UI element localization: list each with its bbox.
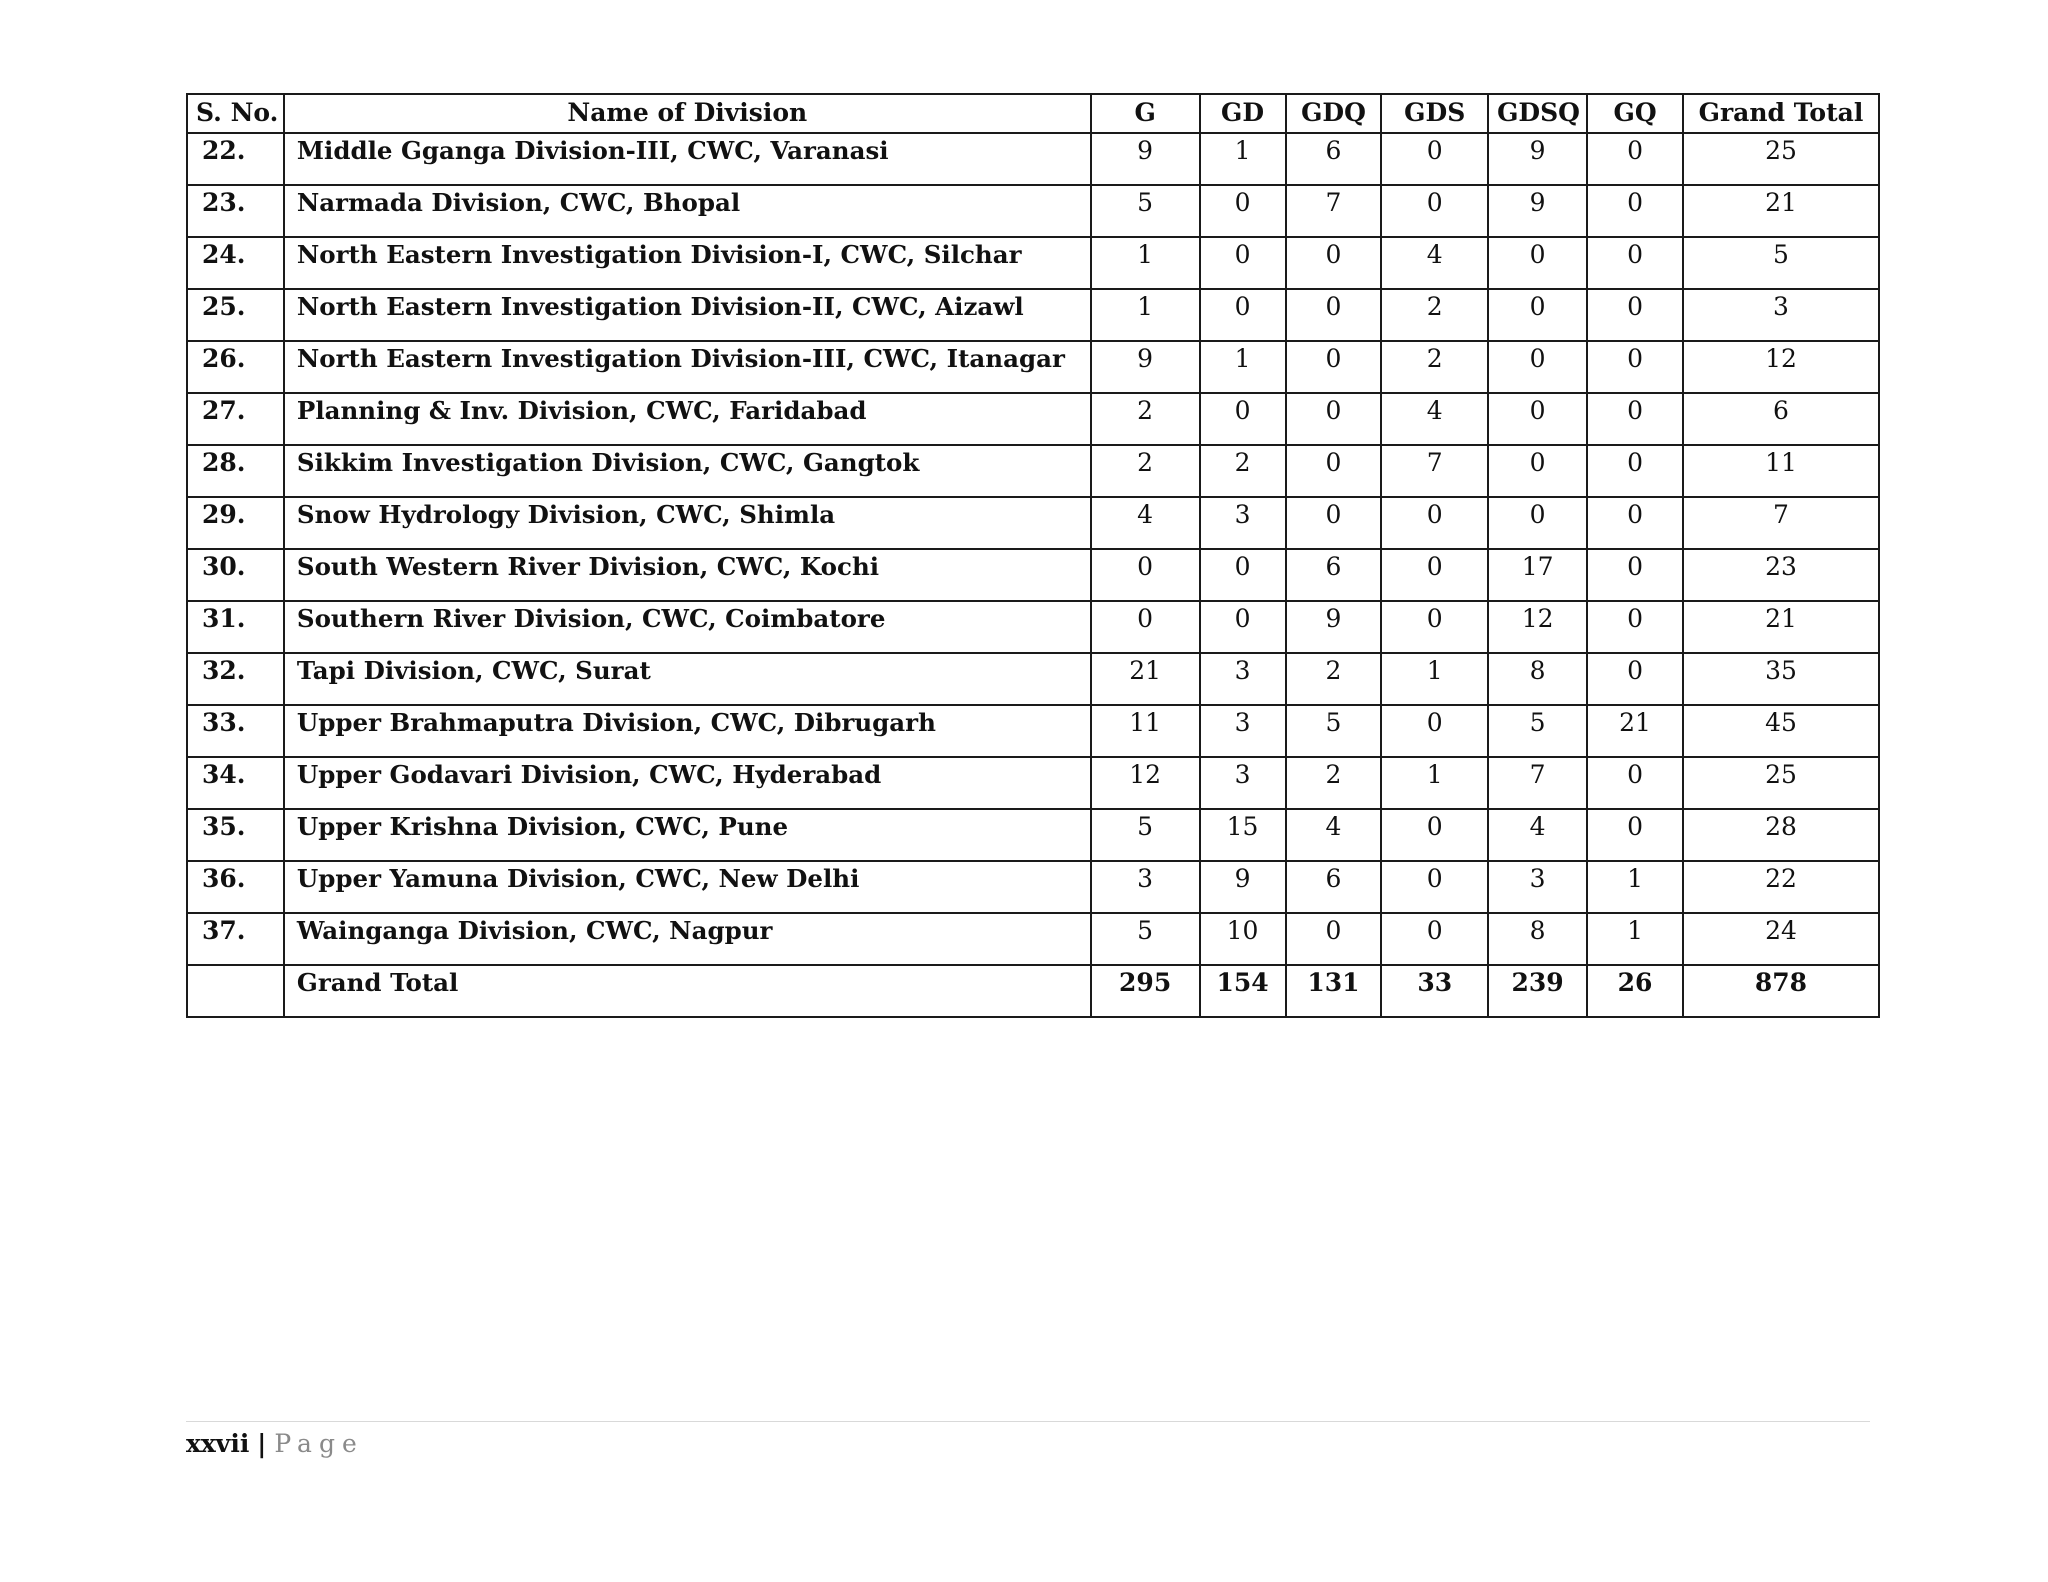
g-value-cell: 21 (1091, 653, 1200, 705)
total-value-cell: 22 (1683, 861, 1879, 913)
gq-value-cell: 0 (1587, 393, 1683, 445)
g-value-cell: 5 (1091, 809, 1200, 861)
table-row (187, 809, 1879, 861)
g-value-cell: 1 (1091, 289, 1200, 341)
serial-number-cell: 31. (187, 601, 284, 653)
table-row (187, 549, 1879, 601)
gq-value-cell: 0 (1587, 809, 1683, 861)
gq-value-cell: 21 (1587, 705, 1683, 757)
gd-value-cell: 0 (1200, 237, 1286, 289)
total-value-cell: 878 (1683, 965, 1879, 1017)
table-row (187, 861, 1879, 913)
g-value-cell: 295 (1091, 965, 1200, 1017)
division-name-cell: Snow Hydrology Division, CWC, Shimla (284, 497, 1091, 549)
page-footer (186, 1428, 364, 1460)
gds-value-cell: 4 (1381, 393, 1488, 445)
table-row (187, 913, 1879, 965)
header-gdq: GDQ (1286, 94, 1382, 133)
division-name-cell: Sikkim Investigation Division, CWC, Gangtok (284, 445, 1091, 497)
division-name-cell: Tapi Division, CWC, Surat (284, 653, 1091, 705)
total-value-cell: 24 (1683, 913, 1879, 965)
gdsq-value-cell: 7 (1488, 757, 1587, 809)
serial-number-cell: 32. (187, 653, 284, 705)
serial-number-cell: 28. (187, 445, 284, 497)
serial-number-cell: 27. (187, 393, 284, 445)
gdq-value-cell: 9 (1286, 601, 1382, 653)
total-value-cell: 35 (1683, 653, 1879, 705)
serial-number-cell: 35. (187, 809, 284, 861)
gd-value-cell: 154 (1200, 965, 1286, 1017)
gdsq-value-cell: 239 (1488, 965, 1587, 1017)
gq-value-cell: 0 (1587, 757, 1683, 809)
gdsq-value-cell: 4 (1488, 809, 1587, 861)
g-value-cell: 5 (1091, 185, 1200, 237)
header-row (187, 94, 1879, 133)
gdq-value-cell: 7 (1286, 185, 1382, 237)
table-row (187, 757, 1879, 809)
table-row (187, 289, 1879, 341)
table-row (187, 185, 1879, 237)
table-row (187, 497, 1879, 549)
gdsq-value-cell: 9 (1488, 133, 1587, 185)
table-row (187, 445, 1879, 497)
total-value-cell: 21 (1683, 601, 1879, 653)
division-name-cell: Planning & Inv. Division, CWC, Faridabad (284, 393, 1091, 445)
total-value-cell: 25 (1683, 757, 1879, 809)
g-value-cell: 5 (1091, 913, 1200, 965)
total-value-cell: 45 (1683, 705, 1879, 757)
gdq-value-cell: 5 (1286, 705, 1382, 757)
g-value-cell: 1 (1091, 237, 1200, 289)
gq-value-cell: 1 (1587, 913, 1683, 965)
gdq-value-cell: 2 (1286, 653, 1382, 705)
gq-value-cell: 0 (1587, 601, 1683, 653)
gd-value-cell: 3 (1200, 705, 1286, 757)
gds-value-cell: 0 (1381, 809, 1488, 861)
gd-value-cell: 1 (1200, 341, 1286, 393)
division-name-cell: Middle Gganga Division-III, CWC, Varanasi (284, 133, 1091, 185)
gdsq-value-cell: 5 (1488, 705, 1587, 757)
serial-number-cell: 23. (187, 185, 284, 237)
gdsq-value-cell: 0 (1488, 289, 1587, 341)
gdq-value-cell: 2 (1286, 757, 1382, 809)
gdsq-value-cell: 3 (1488, 861, 1587, 913)
gds-value-cell: 0 (1381, 913, 1488, 965)
total-value-cell: 3 (1683, 289, 1879, 341)
serial-number-cell (187, 965, 284, 1017)
page-label: Page (274, 1429, 364, 1458)
gdsq-value-cell: 0 (1488, 393, 1587, 445)
gds-value-cell: 0 (1381, 549, 1488, 601)
gd-value-cell: 0 (1200, 289, 1286, 341)
g-value-cell: 2 (1091, 393, 1200, 445)
total-value-cell: 11 (1683, 445, 1879, 497)
grand-total-row (187, 965, 1879, 1017)
serial-number-cell: 30. (187, 549, 284, 601)
gds-value-cell: 1 (1381, 653, 1488, 705)
gds-value-cell: 0 (1381, 601, 1488, 653)
division-name-cell: North Eastern Investigation Division-I, CWC, Silchar (284, 237, 1091, 289)
g-value-cell: 9 (1091, 133, 1200, 185)
gds-value-cell: 7 (1381, 445, 1488, 497)
division-name-cell: Southern River Division, CWC, Coimbatore (284, 601, 1091, 653)
gdsq-value-cell: 0 (1488, 237, 1587, 289)
gds-value-cell: 0 (1381, 497, 1488, 549)
gd-value-cell: 3 (1200, 757, 1286, 809)
gd-value-cell: 0 (1200, 549, 1286, 601)
gd-value-cell: 3 (1200, 653, 1286, 705)
division-name-cell: Wainganga Division, CWC, Nagpur (284, 913, 1091, 965)
gdsq-value-cell: 17 (1488, 549, 1587, 601)
gdq-value-cell: 0 (1286, 289, 1382, 341)
gdq-value-cell: 0 (1286, 341, 1382, 393)
gds-value-cell: 2 (1381, 289, 1488, 341)
g-value-cell: 9 (1091, 341, 1200, 393)
gdq-value-cell: 0 (1286, 393, 1382, 445)
page-number: xxvii (186, 1429, 250, 1458)
gd-value-cell: 0 (1200, 601, 1286, 653)
gds-value-cell: 0 (1381, 861, 1488, 913)
total-value-cell: 12 (1683, 341, 1879, 393)
gdsq-value-cell: 12 (1488, 601, 1587, 653)
gdq-value-cell: 6 (1286, 549, 1382, 601)
g-value-cell: 3 (1091, 861, 1200, 913)
gdq-value-cell: 4 (1286, 809, 1382, 861)
header-gq: GQ (1587, 94, 1683, 133)
division-name-cell: North Eastern Investigation Division-III, CWC, Itanagar (284, 341, 1091, 393)
gq-value-cell: 0 (1587, 133, 1683, 185)
gdsq-value-cell: 8 (1488, 913, 1587, 965)
gd-value-cell: 0 (1200, 393, 1286, 445)
g-value-cell: 2 (1091, 445, 1200, 497)
table-header (187, 94, 1879, 133)
gq-value-cell: 0 (1587, 185, 1683, 237)
division-summary-table (186, 93, 1880, 1018)
gdq-value-cell: 0 (1286, 497, 1382, 549)
header-sno: S. No. (187, 94, 284, 133)
gq-value-cell: 26 (1587, 965, 1683, 1017)
gdsq-value-cell: 0 (1488, 341, 1587, 393)
gds-value-cell: 2 (1381, 341, 1488, 393)
division-name-cell: Upper Brahmaputra Division, CWC, Dibrugarh (284, 705, 1091, 757)
gds-value-cell: 0 (1381, 185, 1488, 237)
division-name-cell: South Western River Division, CWC, Kochi (284, 549, 1091, 601)
serial-number-cell: 26. (187, 341, 284, 393)
header-grand-total: Grand Total (1683, 94, 1879, 133)
gds-value-cell: 33 (1381, 965, 1488, 1017)
gds-value-cell: 4 (1381, 237, 1488, 289)
total-value-cell: 6 (1683, 393, 1879, 445)
gd-value-cell: 15 (1200, 809, 1286, 861)
total-value-cell: 25 (1683, 133, 1879, 185)
division-name-cell: Narmada Division, CWC, Bhopal (284, 185, 1091, 237)
table-row (187, 393, 1879, 445)
serial-number-cell: 36. (187, 861, 284, 913)
gdsq-value-cell: 9 (1488, 185, 1587, 237)
total-value-cell: 7 (1683, 497, 1879, 549)
gd-value-cell: 0 (1200, 185, 1286, 237)
gds-value-cell: 0 (1381, 133, 1488, 185)
table-row (187, 341, 1879, 393)
table-row (187, 653, 1879, 705)
gdsq-value-cell: 8 (1488, 653, 1587, 705)
table-row (187, 705, 1879, 757)
total-value-cell: 5 (1683, 237, 1879, 289)
table-body (187, 133, 1879, 1017)
table-row (187, 237, 1879, 289)
gd-value-cell: 2 (1200, 445, 1286, 497)
gdq-value-cell: 6 (1286, 133, 1382, 185)
gq-value-cell: 0 (1587, 653, 1683, 705)
division-name-cell: Upper Krishna Division, CWC, Pune (284, 809, 1091, 861)
gd-value-cell: 3 (1200, 497, 1286, 549)
table-row (187, 601, 1879, 653)
g-value-cell: 0 (1091, 601, 1200, 653)
division-name-cell: North Eastern Investigation Division-II, CWC, Aizawl (284, 289, 1091, 341)
gd-value-cell: 1 (1200, 133, 1286, 185)
header-g: G (1091, 94, 1200, 133)
g-value-cell: 4 (1091, 497, 1200, 549)
g-value-cell: 11 (1091, 705, 1200, 757)
serial-number-cell: 22. (187, 133, 284, 185)
gq-value-cell: 0 (1587, 497, 1683, 549)
total-value-cell: 21 (1683, 185, 1879, 237)
serial-number-cell: 34. (187, 757, 284, 809)
gdq-value-cell: 0 (1286, 913, 1382, 965)
gq-value-cell: 1 (1587, 861, 1683, 913)
page-separator: | (257, 1429, 267, 1458)
gq-value-cell: 0 (1587, 237, 1683, 289)
gq-value-cell: 0 (1587, 445, 1683, 497)
footer-divider (186, 1421, 1870, 1422)
division-name-cell: Upper Godavari Division, CWC, Hyderabad (284, 757, 1091, 809)
gds-value-cell: 0 (1381, 705, 1488, 757)
serial-number-cell: 24. (187, 237, 284, 289)
serial-number-cell: 29. (187, 497, 284, 549)
division-name-cell: Upper Yamuna Division, CWC, New Delhi (284, 861, 1091, 913)
gd-value-cell: 10 (1200, 913, 1286, 965)
header-gdsq: GDSQ (1488, 94, 1587, 133)
header-division-name: Name of Division (284, 94, 1091, 133)
gdq-value-cell: 0 (1286, 237, 1382, 289)
gds-value-cell: 1 (1381, 757, 1488, 809)
gdq-value-cell: 131 (1286, 965, 1382, 1017)
g-value-cell: 12 (1091, 757, 1200, 809)
header-gds: GDS (1381, 94, 1488, 133)
gdq-value-cell: 6 (1286, 861, 1382, 913)
serial-number-cell: 25. (187, 289, 284, 341)
g-value-cell: 0 (1091, 549, 1200, 601)
gd-value-cell: 9 (1200, 861, 1286, 913)
serial-number-cell: 33. (187, 705, 284, 757)
table-row (187, 133, 1879, 185)
gdq-value-cell: 0 (1286, 445, 1382, 497)
grand-total-label: Grand Total (284, 965, 1091, 1017)
gq-value-cell: 0 (1587, 549, 1683, 601)
gq-value-cell: 0 (1587, 341, 1683, 393)
serial-number-cell: 37. (187, 913, 284, 965)
gq-value-cell: 0 (1587, 289, 1683, 341)
gdsq-value-cell: 0 (1488, 497, 1587, 549)
header-gd: GD (1200, 94, 1286, 133)
total-value-cell: 28 (1683, 809, 1879, 861)
total-value-cell: 23 (1683, 549, 1879, 601)
gdsq-value-cell: 0 (1488, 445, 1587, 497)
